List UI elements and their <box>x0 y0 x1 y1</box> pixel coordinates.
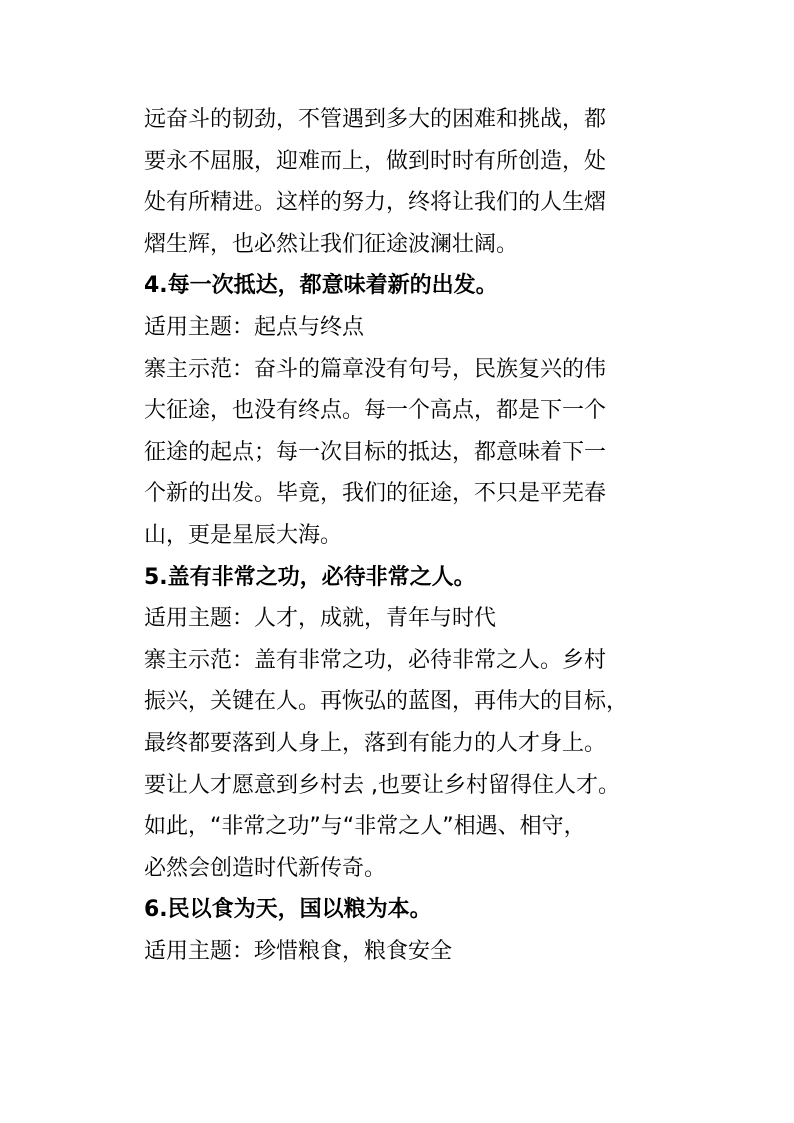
body-text-line: 个新的出发。毕竟，我们的征途，不只是平芜春 <box>144 481 607 507</box>
section-heading: 6.民以食为天，国以粮为本。 <box>144 897 432 923</box>
body-text-line: 征途的起点；每一次目标的抵达，都意味着下一 <box>144 439 607 465</box>
body-text-line: 寨主示范：奋斗的篇章没有句号，民族复兴的伟 <box>144 356 607 382</box>
theme-line: 适用主题：珍惜粮食，粮食安全 <box>144 938 453 964</box>
body-text-line: 振兴，关键在人。再恢弘的蓝图，再伟大的目标， <box>144 689 629 715</box>
body-text-line: 最终都要落到人身上，落到有能力的人才身上。 <box>144 730 607 756</box>
body-text-line: 必然会创造时代新传奇。 <box>144 855 387 881</box>
body-text-line: 熠生辉，也必然让我们征途波澜壮阔。 <box>144 231 519 257</box>
theme-line: 适用主题：人才，成就，青年与时代 <box>144 606 497 632</box>
body-text-line: 要让人才愿意到乡村去 ,也要让乡村留得住人才。 <box>144 772 620 798</box>
document-page <box>144 99 664 972</box>
section-heading: 5.盖有非常之功，必待非常之人。 <box>144 564 476 590</box>
body-text-line: 远奋斗的韧劲，不管遇到多大的困难和挑战，都 <box>144 107 607 132</box>
theme-line: 适用主题：起点与终点 <box>144 314 365 340</box>
body-text-line: 大征途，也没有终点。每一个高点，都是下一个 <box>144 398 607 424</box>
body-text-line: 要永不屈服，迎难而上，做到时时有所创造，处 <box>144 148 607 174</box>
body-text-line: 如此，“非常之功”与“非常之人”相遇、相守， <box>144 814 586 840</box>
section-heading: 4.每一次抵达，都意味着新的出发。 <box>144 273 498 299</box>
body-text-line: 寨主示范：盖有非常之功，必待非常之人。乡村 <box>144 647 607 673</box>
body-text-line: 处有所精进。这样的努力，终将让我们的人生熠 <box>144 190 607 216</box>
body-text-line: 山，更是星辰大海。 <box>144 522 343 548</box>
